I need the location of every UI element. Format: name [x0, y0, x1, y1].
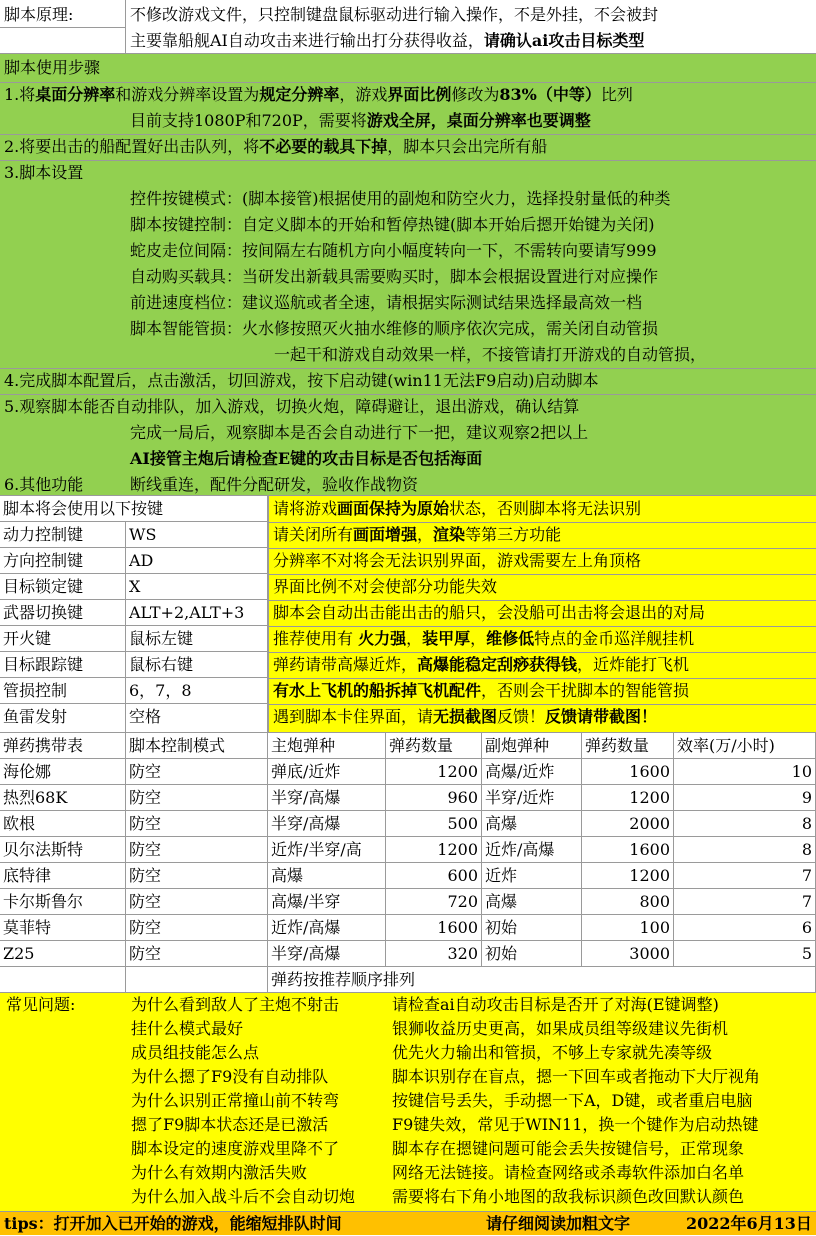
key-value: 空格	[126, 704, 268, 733]
faq-question: 为什么看到敌人了主炮不射击	[131, 995, 340, 1014]
note-4: 界面比例不对会使部分功能失效	[273, 577, 498, 596]
ammo-cell: 600	[386, 863, 482, 889]
step-5-line-3: AI接管主炮后请检查E键的攻击目标是否包括海面	[130, 449, 483, 468]
ammo-cell: 720	[386, 889, 482, 915]
tips-date: 2022年6月13日	[686, 1214, 812, 1233]
ammo-cell: 高爆/近炸	[482, 759, 582, 785]
intro-section	[0, 0, 816, 54]
ammo-cell: 8	[674, 837, 816, 863]
ammo-cell: 3000	[582, 941, 674, 967]
key-name: 方向控制键	[0, 548, 126, 574]
faq-answer: 需要将右下角小地图的敌我标识颜色改回默认颜色	[392, 1187, 745, 1206]
ammo-cell: 320	[386, 941, 482, 967]
step-1-line-2: 目前支持1080P和720P，需要将游戏全屏，桌面分辨率也要调整	[130, 111, 591, 130]
faq-section	[0, 993, 816, 1211]
ammo-cell: 高爆/半穿	[268, 889, 386, 915]
ammo-cell: 高爆	[482, 811, 582, 837]
ammo-cell: 高爆	[482, 889, 582, 915]
key-name: 目标跟踪键	[0, 652, 126, 678]
ammo-column-header: 弹药数量	[386, 733, 482, 759]
ammo-cell: 7	[674, 863, 816, 889]
ammo-cell: 近炸	[482, 863, 582, 889]
faq-answer: 网络无法链接。请检查网络或杀毒软件添加白名单	[392, 1163, 745, 1182]
key-name: 管损控制	[0, 678, 126, 704]
ammo-cell: 初始	[482, 915, 582, 941]
ammo-column-header: 脚本控制模式	[126, 733, 268, 759]
faq-answer: 按键信号丢失，手动摁一下A，D键，或者重启电脑	[392, 1091, 753, 1110]
key-value: AD	[126, 548, 268, 574]
ammo-cell: 欧根	[0, 811, 126, 837]
ammo-cell: 1200	[582, 785, 674, 811]
ammo-cell: 近炸/高爆	[482, 837, 582, 863]
ammo-cell: 防空	[126, 785, 268, 811]
ammo-column-header: 效率(万/小时)	[674, 733, 816, 759]
ammo-cell: 960	[386, 785, 482, 811]
faq-answer: 银狮收益历史更高，如果成员组等级建议先街机	[392, 1019, 729, 1038]
ammo-cell: 弹底/近炸	[268, 759, 386, 785]
faq-question: 成员组技能怎么点	[131, 1043, 260, 1062]
note-3: 分辨率不对将会无法识别界面，游戏需要左上角顶格	[273, 551, 642, 570]
key-value: X	[126, 574, 268, 600]
note-7: 弹药请带高爆近炸，高爆能稳定刮痧获得钱，近炸能打飞机	[273, 655, 690, 674]
note-1: 请将游戏画面保持为原始状态，否则脚本将无法识别	[273, 499, 642, 518]
faq-question: 为什么加入战斗后不会自动切炮	[131, 1187, 356, 1206]
step-3-extra: 一起干和游戏自动效果一样，不接管请打开游戏的自动管损，	[274, 345, 707, 364]
ammo-cell: 高爆	[268, 863, 386, 889]
step-5: 5.观察脚本能否自动排队，加入游戏，切换火炮，障碍避让，退出游戏，确认结算	[4, 397, 580, 416]
ammo-cell: 卡尔斯鲁尔	[0, 889, 126, 915]
ammo-column-header: 主炮弹种	[268, 733, 386, 759]
key-name: 开火键	[0, 626, 126, 652]
step-3-item: 前进速度档位：建议巡航或者全速，请根据实际测试结果选择最高效一档	[130, 293, 643, 312]
ammo-cell: 800	[582, 889, 674, 915]
key-name: 武器切换键	[0, 600, 126, 626]
ammo-cell: 5	[674, 941, 816, 967]
tips-bar	[0, 1211, 816, 1235]
ammo-cell: 半穿/近炸	[482, 785, 582, 811]
ammo-cell: 防空	[126, 941, 268, 967]
ammo-cell: 1600	[582, 837, 674, 863]
step-3-item: 脚本智能管损：火水修按照灭火抽水维修的顺序依次完成，需关闭自动管损	[130, 319, 659, 338]
ammo-cell: 1200	[386, 837, 482, 863]
key-name: 目标锁定键	[0, 574, 126, 600]
ammo-cell: 莫菲特	[0, 915, 126, 941]
intro-label: 脚本原理:	[4, 5, 74, 24]
faq-question: 为什么识别正常撞山前不转弯	[131, 1091, 340, 1110]
note-6: 推荐使用有 火力强，装甲厚，维修低特点的金币巡洋舰挂机	[273, 629, 695, 648]
ammo-cell: 1600	[386, 915, 482, 941]
ammo-cell: 防空	[126, 811, 268, 837]
steps-header: 脚本使用步骤	[4, 58, 101, 77]
faq-question: 摁了F9脚本状态还是已激活	[131, 1115, 329, 1134]
faq-question: 为什么有效期内激活失败	[131, 1163, 308, 1182]
notes-section	[268, 496, 816, 733]
key-value: WS	[126, 522, 268, 548]
ammo-column-header: 弹药携带表	[0, 733, 126, 759]
ammo-cell: 半穿/高爆	[268, 941, 386, 967]
step-6-text: 断线重连，配件分配研发，验收作战物资	[130, 475, 419, 494]
key-value: ALT+2,ALT+3	[126, 600, 268, 626]
step-4: 4.完成脚本配置后，点击激活，切回游戏，按下启动键(win11无法F9启动)启动脚本	[4, 371, 599, 390]
intro-line-2: 主要靠船舰AI自动攻击来进行输出打分获得收益，请确认ai攻击目标类型	[130, 31, 645, 50]
note-2: 请关闭所有画面增强，渲染等第三方功能	[273, 525, 562, 544]
step-3-header: 3.脚本设置	[4, 163, 84, 182]
ammo-cell: 防空	[126, 889, 268, 915]
ammo-cell: 6	[674, 915, 816, 941]
ammo-cell: 防空	[126, 837, 268, 863]
ammo-cell: 近炸/半穿/高	[268, 837, 386, 863]
key-name: 鱼雷发射	[0, 704, 126, 733]
faq-question: 脚本设定的速度游戏里降不了	[131, 1139, 340, 1158]
faq-answer: 请检查ai自动攻击目标是否开了对海(E键调整)	[392, 995, 719, 1014]
key-value: 6，7，8	[126, 678, 268, 704]
ammo-cell: 100	[582, 915, 674, 941]
ammo-cell: 底特律	[0, 863, 126, 889]
ammo-cell: 8	[674, 811, 816, 837]
ammo-cell: 1200	[386, 759, 482, 785]
faq-answer: F9键失效，常见于WIN11，换一个键作为启动热键	[392, 1115, 759, 1134]
step-3-item: 控件按键模式：(脚本接管)根据使用的副炮和防空火力，选择投射量低的种类	[130, 189, 671, 208]
ammo-footer: 弹药按推荐顺序排列	[268, 967, 816, 993]
step-6-label: 6.其他功能	[4, 475, 84, 494]
faq-label: 常见问题:	[6, 995, 76, 1014]
ammo-cell: 防空	[126, 915, 268, 941]
step-3-item: 蛇皮走位间隔：按间隔左右随机方向小幅度转向一下，不需转向要请写999	[130, 241, 657, 260]
ammo-column-header: 副炮弹种	[482, 733, 582, 759]
step-2: 2.将要出击的船配置好出击队列，将不必要的载具下掉，脚本只会出完所有船	[4, 137, 548, 156]
note-5: 脚本会自动出击能出击的船只，会没船可出击将会退出的对局	[273, 603, 706, 622]
faq-answer: 优先火力输出和管损，不够上专家就先凑等级	[392, 1043, 713, 1062]
ammo-column-header: 弹药数量	[582, 733, 674, 759]
key-name: 动力控制键	[0, 522, 126, 548]
ammo-cell: 热烈68K	[0, 785, 126, 811]
ammo-cell: 半穿/高爆	[268, 811, 386, 837]
faq-answer: 脚本存在摁键问题可能会丢失按键信号，正常现象	[392, 1139, 745, 1158]
ammo-cell: 贝尔法斯特	[0, 837, 126, 863]
faq-answer: 脚本识别存在盲点，摁一下回车或者拖动下大厅视角	[392, 1067, 761, 1086]
ammo-cell: 初始	[482, 941, 582, 967]
keys-table	[0, 496, 268, 733]
faq-question: 为什么摁了F9没有自动排队	[131, 1067, 329, 1086]
ammo-cell: 1200	[582, 863, 674, 889]
ammo-cell: 9	[674, 785, 816, 811]
steps-section	[0, 54, 816, 496]
step-5-line-2: 完成一局后，观察脚本是否会自动进行下一把，建议观察2把以上	[130, 423, 589, 442]
ammo-cell: 7	[674, 889, 816, 915]
note-9: 遇到脚本卡住界面，请无损截图反馈！反馈请带截图！	[273, 707, 658, 726]
intro-line-1: 不修改游戏文件，只控制键盘鼠标驱动进行输入操作，不是外挂，不会被封	[130, 5, 659, 24]
faq-question: 挂什么模式最好	[131, 1019, 244, 1038]
ammo-cell: 海伦娜	[0, 759, 126, 785]
ammo-cell: 近炸/高爆	[268, 915, 386, 941]
ammo-cell: 10	[674, 759, 816, 785]
ammo-cell: 半穿/高爆	[268, 785, 386, 811]
keys-header: 脚本将会使用以下按键	[0, 496, 268, 522]
tips-text: tips：打开加入已开始的游戏，能缩短排队时间	[4, 1214, 342, 1233]
ammo-cell: 1600	[582, 759, 674, 785]
note-8: 有水上飞机的船拆掉飞机配件，否则会干扰脚本的智能管损	[273, 681, 690, 700]
step-1-line-1: 1.将桌面分辨率和游戏分辨率设置为规定分辨率，游戏界面比例修改为83%（中等）比列	[4, 85, 633, 104]
key-value: 鼠标右键	[126, 652, 268, 678]
step-3-item: 脚本按键控制：自定义脚本的开始和暂停热键(脚本开始后摁开始键为关闭)	[130, 215, 655, 234]
ammo-cell: 防空	[126, 759, 268, 785]
ammo-cell: 500	[386, 811, 482, 837]
tips-note: 请仔细阅读加粗文字	[486, 1214, 631, 1233]
ammo-cell: 防空	[126, 863, 268, 889]
key-value: 鼠标左键	[126, 626, 268, 652]
step-3-item: 自动购买载具：当研发出新载具需要购买时，脚本会根据设置进行对应操作	[130, 267, 659, 286]
ammo-cell: 2000	[582, 811, 674, 837]
ammo-table	[0, 733, 816, 993]
ammo-cell: Z25	[0, 941, 126, 967]
